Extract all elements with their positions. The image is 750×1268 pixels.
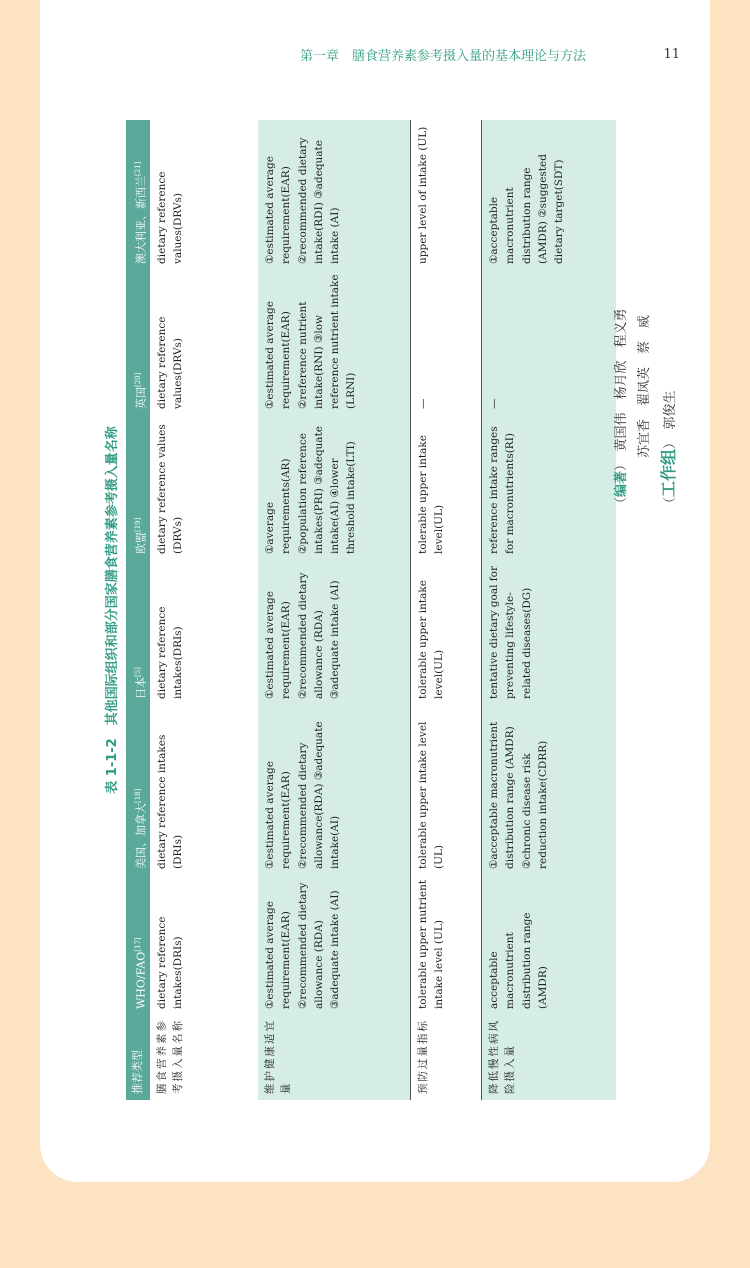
table-caption: 表 1-1-2 其他国际组织和部分国家膳食营养素参考摄入量名称 [105,426,120,794]
table-cell: tentative dietary goal for preventing lifestyle-related diseases(DG) [488,565,533,699]
team-names: 郭俊生 [663,390,678,430]
table-cell: ①estimated average requirement(EAR) ②recommended dietary allowance (RDA) ③adequate intake (AI) [264,572,342,699]
table-cell: — [417,398,429,409]
column-header: 推荐类型 [131,1050,144,1094]
editors-label: 编著 [614,470,629,497]
table-cell: ①estimated average requirement(EAR) ②reference nutrient intake(RNI) ③low reference nutrient intake (LRNI) [264,274,358,409]
team-label: 工作组 [659,448,678,497]
table-cell: ①acceptable macronutrient distribution range (AMDR) ②suggested dietary target(SDT) [488,154,566,264]
editors-names: 黄国伟 杨月欣 程义勇 [614,308,629,452]
column-header: 日本[5] [134,667,148,699]
table-row [258,120,410,1100]
table-cell: dietary reference values (DRVs) [156,424,185,554]
table-row [150,120,258,1100]
table-region [100,120,590,1100]
table-cell: dietary reference intakes(DRIs) [156,916,185,1009]
column-header: 欧盟[19] [134,517,148,554]
table-cell: tolerable upper nutrient intake level (UL) [417,879,446,1009]
table-row [410,120,481,1100]
table-cell: tolerable upper intake level (UL) [417,721,446,869]
table-cell: dietary reference intakes(DRIs) [156,606,185,699]
table-cell: ①estimated average requirement(EAR) ②recommended dietary allowance (RDA) ③adequate intake (AI) [264,882,342,1009]
table-cell: tolerable upper intake level(UL) [417,580,446,699]
table-cell: dietary reference intakes (DRIs) [156,734,185,869]
data-table [126,120,616,1100]
row-category: 维护健康适宜量 [264,1019,293,1094]
running-head [300,44,680,64]
table-row [481,120,616,1100]
table-cell: acceptable macronutrient distribution range (AMDR) [488,912,549,1009]
table-cell: tolerable upper intake level(UL) [417,435,446,554]
table-cell: reference intake ranges for macronutrients(RI) [488,426,517,554]
staff-credits: （编著） 黄国伟 杨月欣 程义勇 苏宜香 翟凤英 蔡 威 （工作组） 郭俊生 [614,308,678,510]
table-cell: dietary reference values(DRVs) [156,171,185,264]
column-header: 英国[20] [134,372,148,409]
table-cell: ①average requirements(AR) ②population reference intakes(PRI) ③adequate intake(AI) ④lower threshold intake(LTI) [264,426,358,554]
column-header: 澳大利亚、新西兰[21] [134,161,148,264]
row-category: 预防过量指标 [417,1019,429,1094]
table-cell: upper level of intake (UL) [417,126,429,264]
chapter-title: 第一章 膳食营养素参考摄入量的基本理论与方法 [300,48,587,64]
row-category: 膳食营养素参考摄入量名称 [156,1019,185,1094]
table-cell: — [488,398,500,409]
page-number: 11 [663,46,680,62]
column-header: WHO/FAO[17] [134,937,148,1009]
column-header: 美国、加拿大[18] [134,788,148,869]
table-header-row [126,120,150,1100]
editors-names-2: 苏宜香 翟凤英 蔡 威 [637,314,652,458]
table-cell: ①estimated average requirement(EAR) ②recommended dietary allowance(RDA) ③adequate intake(AI) [264,721,342,869]
table-cell: ①estimated average requirement(EAR) ②recommended dietary intake(RDI) ③adequate intake (AI) [264,137,342,264]
row-category: 降低慢性病风险摄入量 [488,1019,517,1094]
table-cell: dietary reference values(DRVs) [156,316,185,409]
table-cell: ①acceptable macronutrient distribution range (AMDR) ②chronic disease risk reduction intake(CDRR) [488,721,549,869]
